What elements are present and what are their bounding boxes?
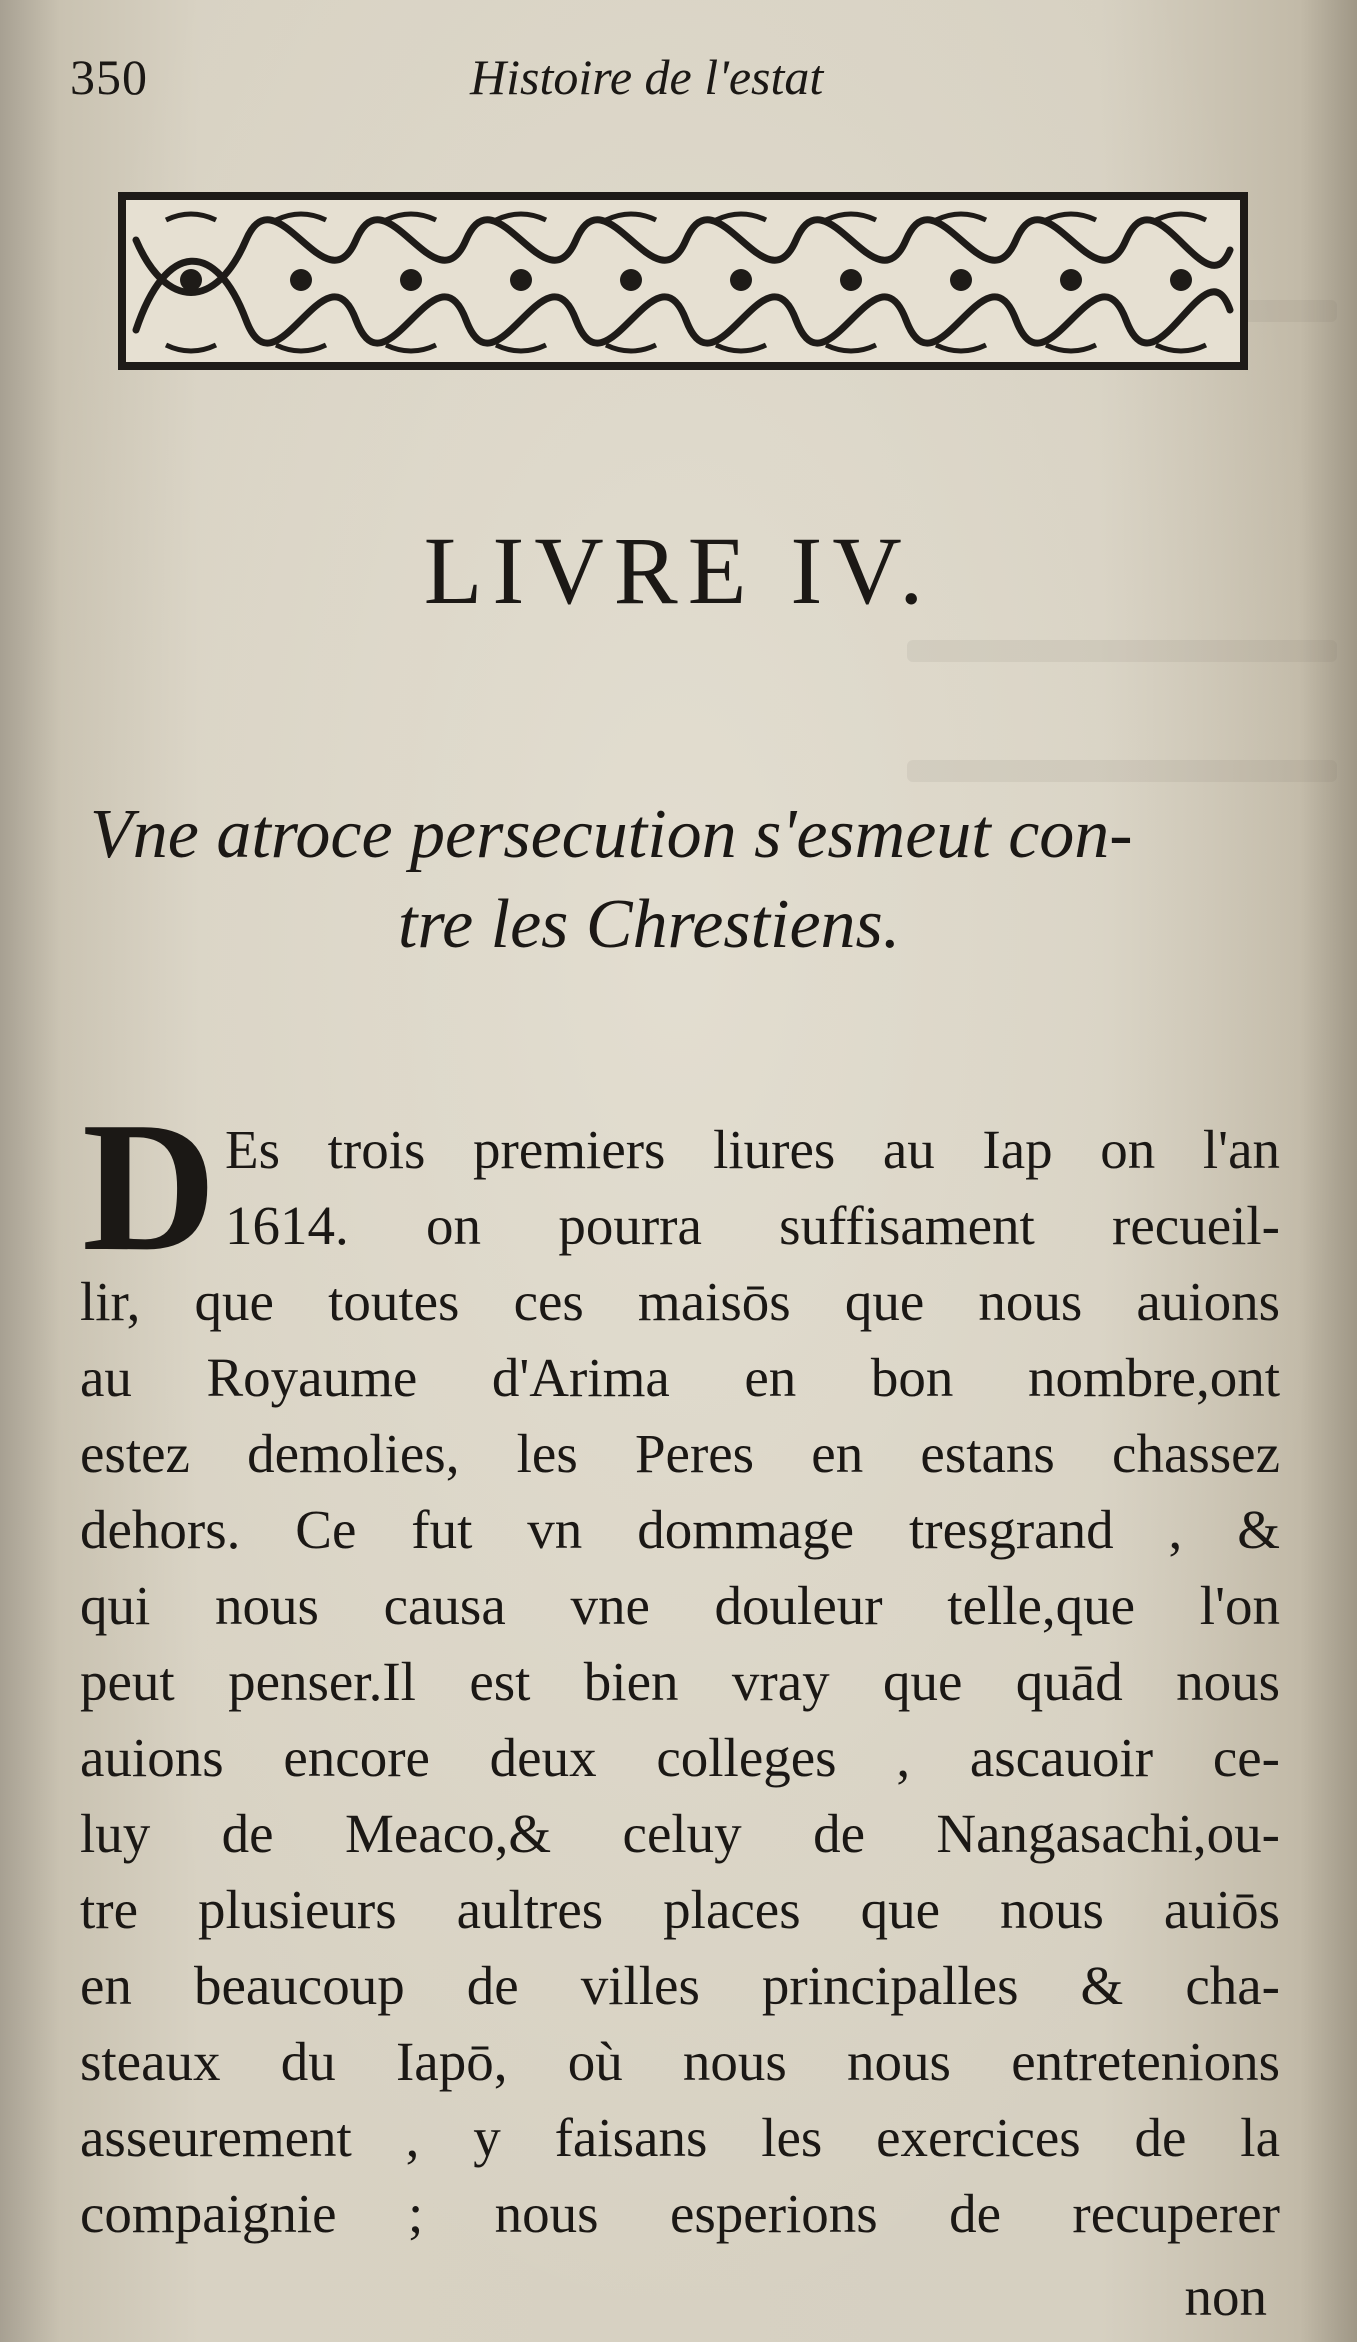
text-line: qui nous causa vne douleur telle,que l'on: [80, 1575, 1280, 1636]
chapter-subtitle: [80, 790, 1280, 970]
drop-cap: D: [82, 1084, 217, 1290]
text-line: asseurement , y faisans les exercices de la: [80, 2107, 1280, 2168]
text-line: estez demolies, les Peres en estans chassez: [80, 1423, 1280, 1484]
text-line: steaux du Iapō, où nous nous entretenions: [80, 2031, 1280, 2092]
ornament-graphic: [126, 200, 1240, 362]
text-line: compaignie ; nous esperions de recuperer: [80, 2183, 1280, 2244]
book-heading: LIVRE IV.: [423, 517, 934, 624]
text-line: luy de Meaco,& celuy de Nangasachi,ou-: [80, 1803, 1280, 1864]
text-line: auions encore deux colleges , ascauoir ce-: [80, 1727, 1280, 1788]
show-through: [907, 640, 1337, 662]
text-line: lir, que toutes ces maisōs que nous auions: [80, 1271, 1280, 1332]
subtitle-line: tre les Chrestiens.: [398, 886, 901, 963]
body-text: [80, 1084, 1280, 2252]
text-line: en beaucoup de villes principalles & cha-: [80, 1955, 1280, 2016]
text-line: peut penser.Il est bien vray que quād nous: [80, 1651, 1280, 1712]
subtitle-line: Vne atroce persecution s'esmeut con-: [90, 796, 1133, 873]
text-line: au Royaume d'Arima en bon nombre,ont: [80, 1347, 1280, 1408]
show-through: [907, 760, 1337, 782]
fleuron-band-icon: [118, 192, 1248, 370]
page-header: [70, 48, 1290, 118]
running-head: Histoire de l'estat: [470, 49, 824, 105]
page-number: 350: [70, 49, 148, 105]
text-line: Es trois premiers liures au Iap on l'an: [225, 1119, 1280, 1180]
catchword: non: [1184, 2266, 1267, 2327]
text-line: tre plusieurs aultres places que nous auiōs: [80, 1879, 1280, 1940]
text-line: 1614. on pourra suffisament recueil-: [225, 1195, 1280, 1256]
text-line: dehors. Ce fut vn dommage tresgrand , &: [80, 1499, 1280, 1560]
